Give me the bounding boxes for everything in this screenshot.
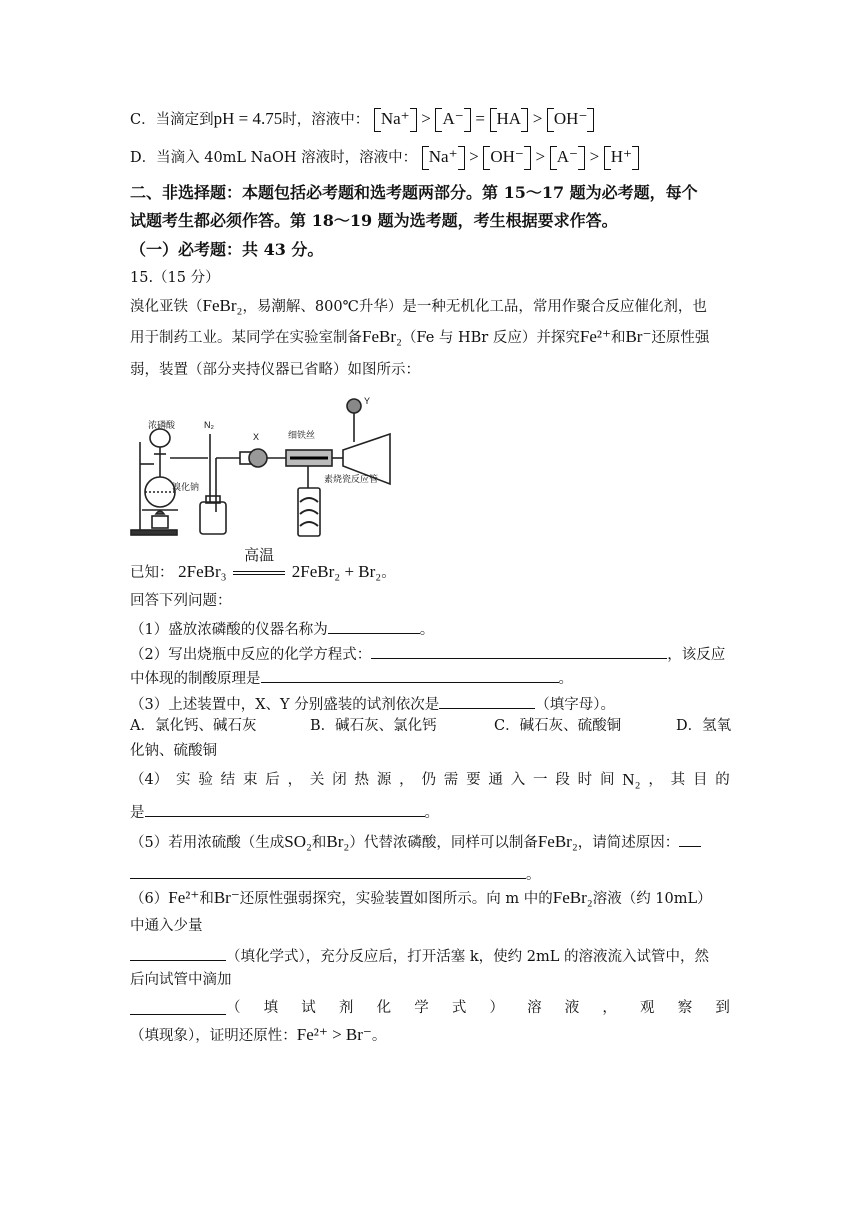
option-d: D．当滴入 40mL NaOH 溶液时，溶液中： Na⁺ > OH⁻ > A⁻ > H⁺	[130, 146, 639, 170]
question-number: 15.（15 分）	[130, 270, 220, 286]
label-x: X	[253, 432, 260, 442]
answer-blank-2b[interactable]	[261, 666, 559, 683]
choice-c: C．碱石灰、硫酸铜	[494, 718, 622, 734]
part-6-line-6: （填现象），证明还原性：Fe²⁺ > Br⁻。	[130, 1025, 387, 1044]
part-6-line-5: （ 填 试 剂 化 学 式 ） 溶 液 ， 观 察 到	[130, 998, 730, 1018]
answer-prompt: 回答下列问题：	[130, 593, 232, 609]
part-3: （3）上述装置中，X、Y 分别盛装的试剂依次是 （填字母）。	[130, 692, 615, 715]
choice-b: B．碱石灰、氯化钙	[310, 718, 437, 734]
part-2-line-2: 中体现的制酸原理是 。	[130, 666, 573, 689]
choice-d-cont: 化钠、硫酸铜	[130, 743, 217, 759]
answer-blank-3[interactable]	[439, 692, 535, 709]
choice-a: A．氯化钙、碱石灰	[130, 718, 257, 734]
label-acid: 浓磷酸	[148, 420, 176, 430]
section-heading-2: 试题考生都必须作答。第 18～19 题为选考题，考生根据要求作答。	[130, 211, 618, 230]
answer-blank-5a[interactable]	[679, 830, 701, 847]
answer-blank-6b[interactable]	[130, 998, 226, 1015]
part-4-line-1: （4） 实 验 结 束 后 ， 关 闭 热 源 ， 仍 需 要 通 入 一 段 时 间 N₂ ， 其 目 的	[130, 770, 730, 789]
intro-line-1: 溴化亚铁（FeBr₂，易潮解、800℃升华）是一种无机化工品，常用作聚合反应催化剂，也	[130, 296, 707, 315]
part-4-line-2: 是 。	[130, 800, 439, 823]
answer-blank-4[interactable]	[145, 800, 425, 817]
label-wire: 细铁丝	[288, 430, 316, 440]
part-6-line-2: 中通入少量	[130, 918, 203, 934]
section-subheading: （一）必考题：共 43 分。	[130, 240, 324, 259]
label-tube: 素烧瓷反应管	[324, 474, 379, 484]
part-6-line-3: （填化学式），充分反应后，打开活塞 k，使约 2mL 的溶液流入试管中，然	[130, 944, 709, 967]
part-2-line-1: （2）写出烧瓶中反应的化学方程式： ，该反应	[130, 642, 725, 665]
intro-line-3: 弱，装置（部分夹持仪器已省略）如图所示：	[130, 362, 420, 378]
apparatus-figure	[128, 392, 398, 542]
known-reaction: 已知： 2FeBr₃ 高温 2FeBr₂ + Br₂。	[130, 546, 396, 581]
condition-text: 高温	[244, 546, 275, 564]
choice-d: D．氢氧	[676, 718, 732, 734]
label-nabr: 溴化钠	[172, 482, 200, 492]
answer-blank-6a[interactable]	[130, 944, 226, 961]
answer-blank-1[interactable]	[328, 617, 420, 634]
part-5-line-2: 。	[130, 862, 541, 885]
section-heading-1: 二、非选择题：本题包括必考题和选考题两部分。第 15～17 题为必考题，每个	[130, 183, 698, 202]
label-n2: N₂	[204, 420, 214, 430]
part-6-line-4: 后向试管中滴加	[130, 972, 232, 988]
answer-blank-2a[interactable]	[371, 642, 667, 659]
answer-blank-5b[interactable]	[130, 862, 526, 879]
part-5-line-1: （5）若用浓硫酸（生成SO₂和Br₂）代替浓磷酸，同样可以制备FeBr₂，请简述原因：	[130, 830, 701, 853]
part-6-line-1: （6）Fe²⁺和Br⁻还原性强弱探究，实验装置如图所示。向 m 中的FeBr₂溶液（约 10mL）	[130, 888, 712, 907]
option-c: C．当滴定到pH = 4.75时，溶液中： Na⁺ > A⁻ = HA > OH⁻	[130, 108, 594, 132]
part-1: （1）盛放浓磷酸的仪器名称为 。	[130, 617, 434, 640]
intro-line-2: 用于制药工业。某同学在实验室制备FeBr₂（Fe 与 HBr 反应）并探究Fe²⁺和Br⁻还原性强	[130, 327, 710, 346]
label-y: Y	[364, 396, 371, 406]
